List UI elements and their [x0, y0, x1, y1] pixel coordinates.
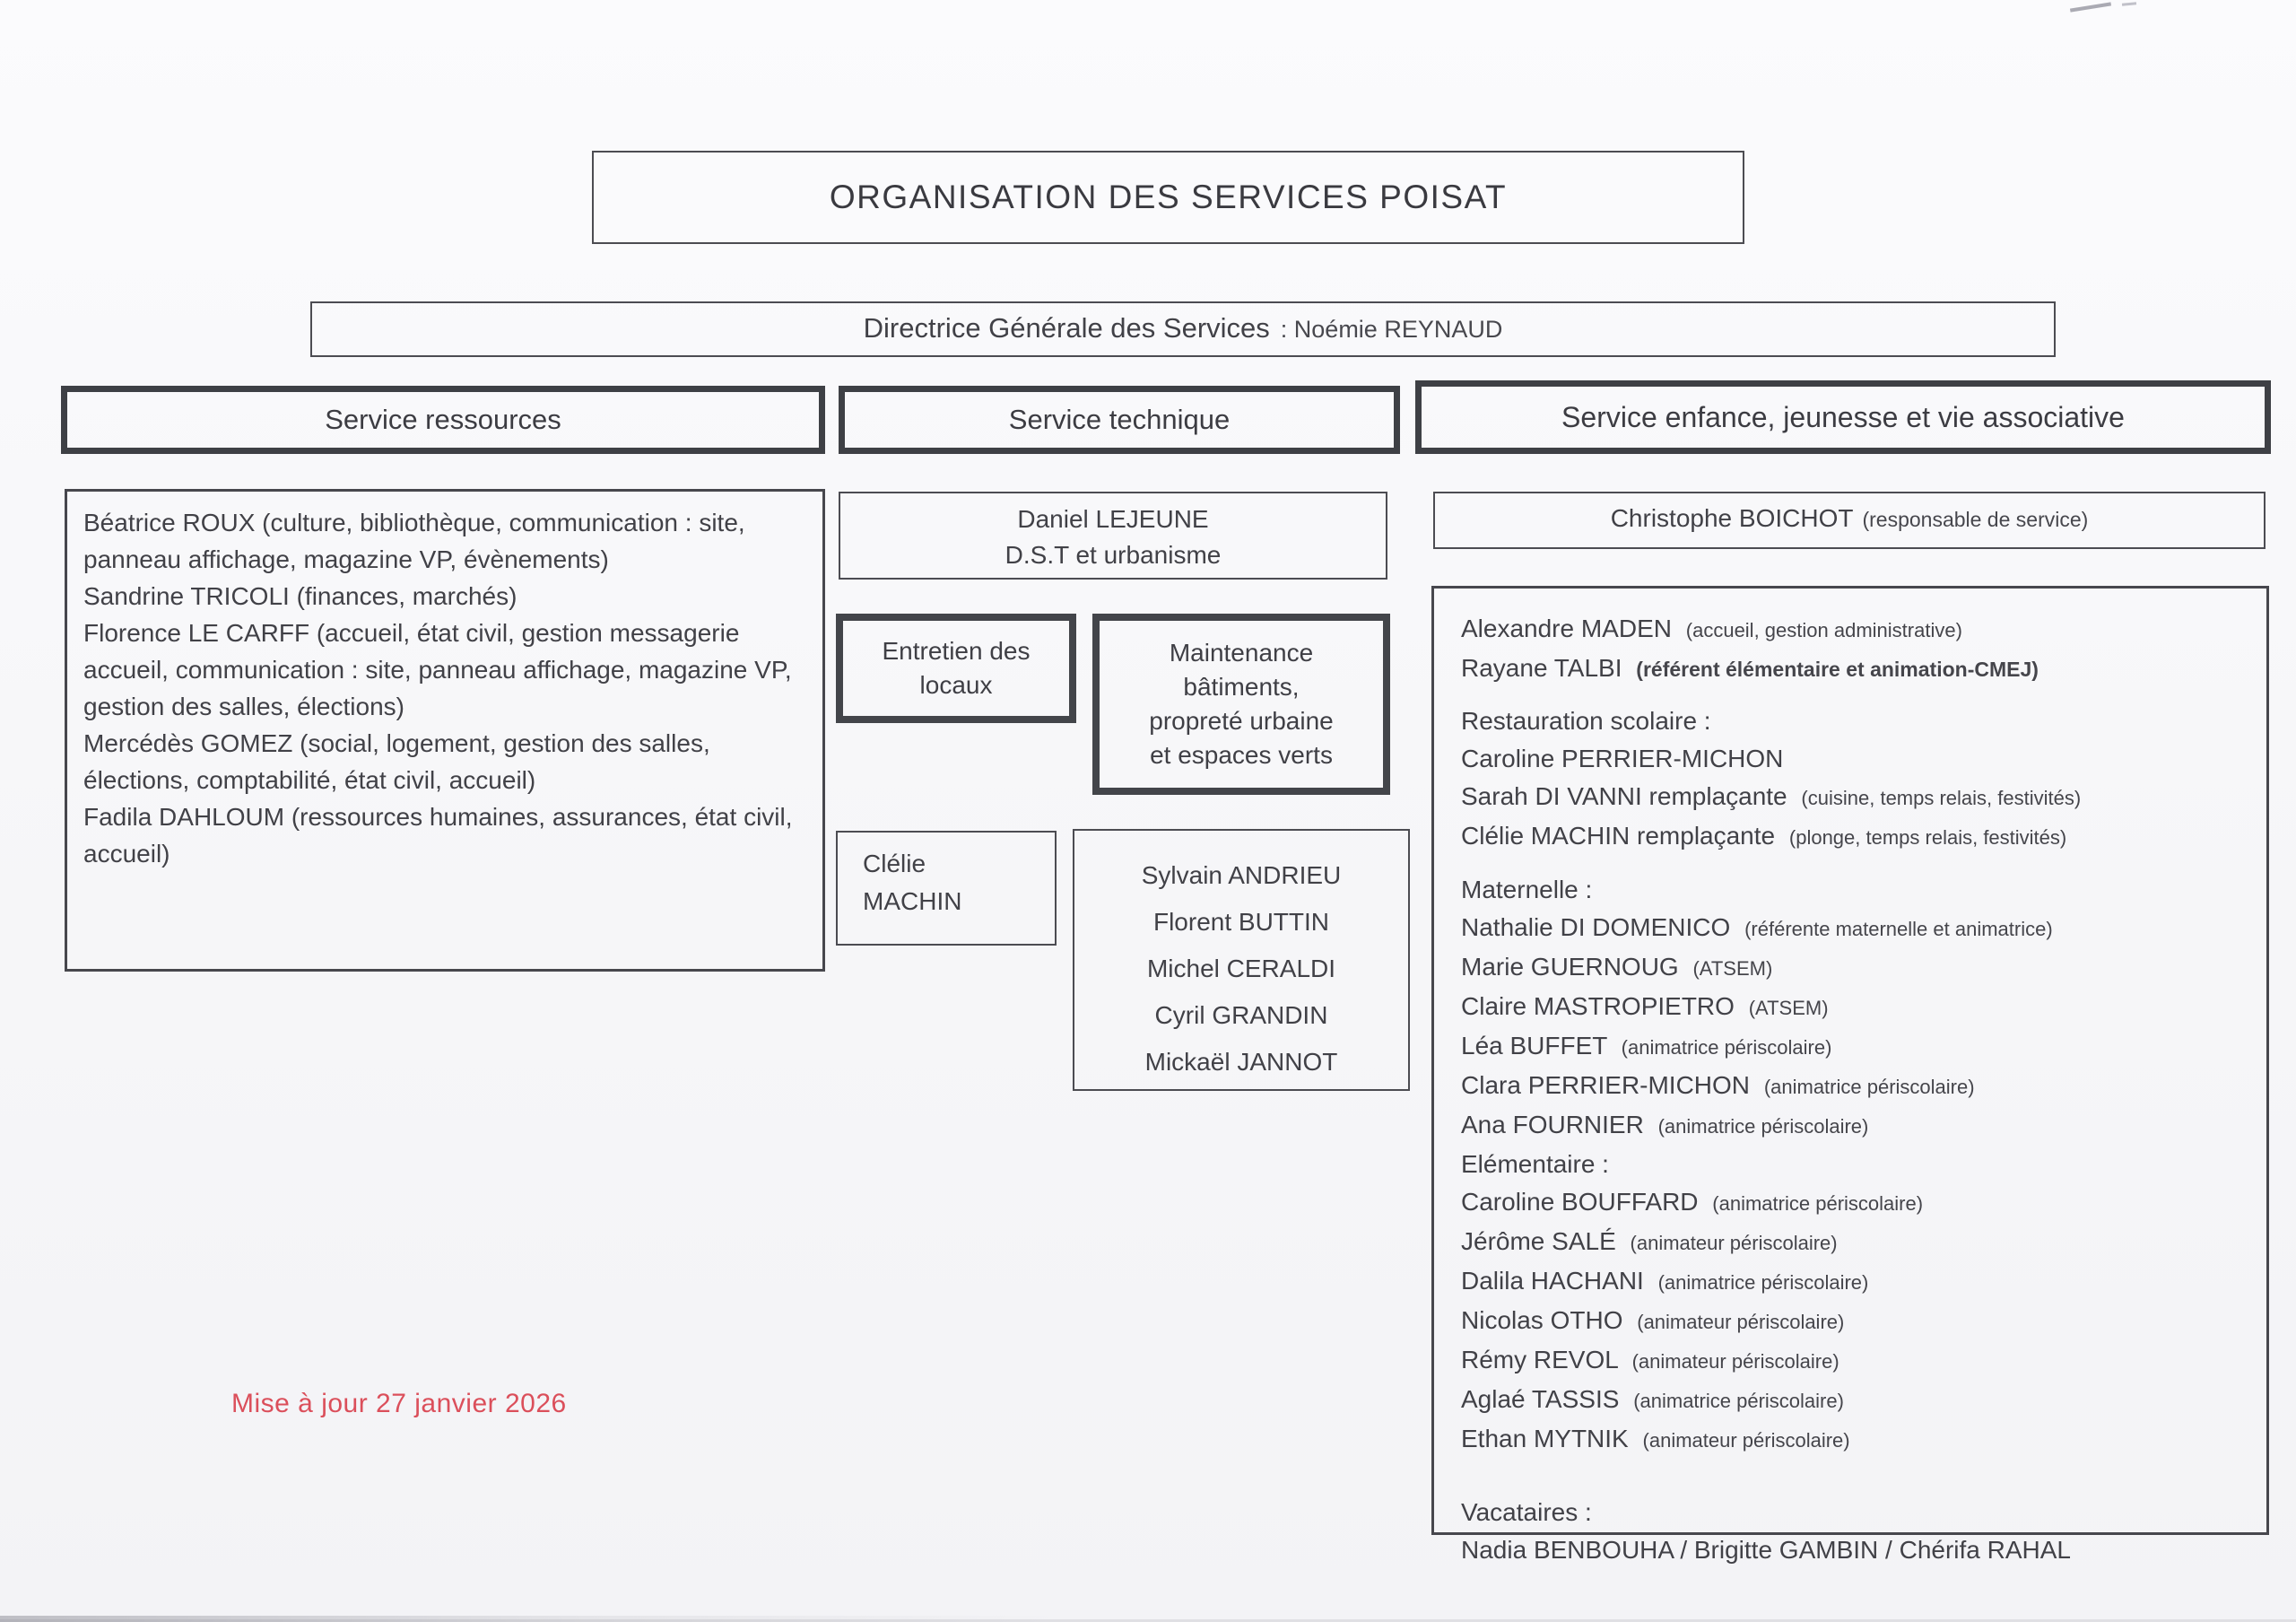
update-note: Mise à jour 27 janvier 2026	[231, 1389, 567, 1418]
enfance-entry-name: Ana FOURNIER	[1461, 1111, 1644, 1138]
enfance-entry-detail: (animateur périscolaire)	[1637, 1311, 1845, 1333]
header-service-enfance-label: Service enfance, jeunesse et vie associative	[1561, 400, 2125, 433]
enfance-entry-name: Marie GUERNOUG	[1461, 953, 1679, 981]
enfance-entry-detail: (animatrice périscolaire)	[1621, 1036, 1832, 1059]
enfance-entry-name: Restauration scolaire :	[1461, 707, 1711, 735]
technique-manager-role: D.S.T et urbanisme	[1004, 541, 1222, 569]
unit-entretien-label: Entretien des locaux	[882, 637, 1031, 699]
enfance-entry-name: Nicolas OTHO	[1461, 1306, 1623, 1334]
scan-smudge-mark	[2070, 2, 2111, 12]
staff-entry-text: Mercédès GOMEZ (social, logement, gestion des salles, élections, comptabilité, état civil, accueil)	[83, 729, 710, 794]
staff-entry	[83, 615, 808, 725]
dgs-box	[310, 301, 2056, 357]
team-member	[1074, 899, 1408, 946]
enfance-entry-detail: (référente maternelle et animatrice)	[1744, 918, 2053, 940]
unit-maintenance-box	[1092, 614, 1390, 795]
enfance-entry	[1461, 740, 2252, 778]
enfance-entry	[1461, 1302, 2252, 1341]
enfance-entry-name: Elémentaire :	[1461, 1150, 1609, 1178]
enfance-entry-name: Jérôme SALÉ	[1461, 1227, 1616, 1255]
enfance-entry-detail: (référent élémentaire et animation-CMEJ)	[1636, 658, 2039, 681]
enfance-entry-name: Claire MASTROPIETRO	[1461, 992, 1735, 1020]
enfance-entry-name: Caroline BOUFFARD	[1461, 1188, 1699, 1216]
enfance-entry-name: Clélie MACHIN remplaçante	[1461, 822, 1776, 850]
enfance-entry-detail: (animatrice périscolaire)	[1657, 1271, 1869, 1294]
enfance-entry	[1461, 1341, 2252, 1381]
enfance-entry	[1461, 1067, 2252, 1106]
staff-entry	[83, 725, 808, 798]
header-service-ressources-label: Service ressources	[325, 404, 561, 435]
enfance-entry-detail: (ATSEM)	[1748, 997, 1829, 1019]
staff-entry-text: Sandrine TRICOLI (finances, marchés)	[83, 582, 517, 610]
enfance-entry	[1461, 1183, 2252, 1223]
enfance-entry-name: Clara PERRIER-MICHON	[1461, 1071, 1751, 1099]
enfance-entry	[1461, 871, 2252, 909]
enfance-entry-detail: (ATSEM)	[1692, 957, 1773, 980]
team-member-name: Michel CERALDI	[1146, 955, 1336, 982]
enfance-entry-name: Nathalie DI DOMENICO	[1461, 913, 1731, 941]
enfance-entry-detail: (animatrice périscolaire)	[1657, 1115, 1869, 1138]
maintenance-staff-box	[1073, 829, 1410, 1091]
header-service-enfance	[1415, 380, 2271, 454]
enfance-entry	[1461, 610, 2252, 650]
dgs-label: Directrice Générale des Services	[863, 312, 1270, 344]
enfance-entry-name: Aglaé TASSIS	[1461, 1385, 1620, 1413]
team-member-name: Cyril GRANDIN	[1154, 1001, 1328, 1029]
technique-manager-box	[839, 492, 1387, 580]
staff-entry-text: Béatrice ROUX (culture, bibliothèque, communication : site, panneau affichage, magazine VP, évènements)	[83, 509, 745, 573]
enfance-entry-name: Rémy REVOL	[1461, 1346, 1618, 1373]
unit-maintenance-label: Maintenance bâtiments, propreté urbaine et espaces verts	[1149, 639, 1334, 769]
enfance-entry-detail: (animatrice périscolaire)	[1633, 1390, 1844, 1412]
enfance-entry	[1461, 988, 2252, 1027]
enfance-entry-name: Ethan MYTNIK	[1461, 1425, 1629, 1452]
enfance-manager-box	[1433, 492, 2266, 549]
team-member-name: Florent BUTTIN	[1152, 908, 1330, 936]
enfance-entry-name: Dalila HACHANI	[1461, 1267, 1644, 1295]
enfance-entry	[1461, 702, 2252, 740]
enfance-entry-name: Nadia BENBOUHA / Brigitte GAMBIN / Chérifa RAHAL	[1461, 1536, 2071, 1564]
enfance-entry-detail: (animateur périscolaire)	[1642, 1429, 1850, 1452]
enfance-entry	[1461, 1420, 2252, 1460]
staff-entry-text: Florence LE CARFF (accueil, état civil, gestion messagerie accueil, communication : site, panneau affichage, magazine VP, gestion des salles, élections)	[83, 619, 792, 720]
team-member	[1074, 946, 1408, 992]
enfance-entry	[1461, 817, 2252, 857]
header-service-technique-label: Service technique	[1008, 404, 1231, 435]
staff-entry	[83, 798, 808, 872]
staff-entry	[83, 504, 808, 578]
enfance-entry-name: Caroline PERRIER-MICHON	[1461, 745, 1784, 772]
enfance-entry-detail: (cuisine, temps relais, festivités)	[1801, 787, 2082, 809]
enfance-entry	[1461, 909, 2252, 948]
team-member	[1074, 992, 1408, 1039]
enfance-entry	[1461, 1381, 2252, 1420]
page-title: ORGANISATION DES SERVICES POISAT	[829, 179, 1508, 215]
enfance-manager-name: Christophe BOICHOT	[1610, 504, 1854, 532]
team-member	[1074, 1039, 1408, 1086]
enfance-entry-name: Sarah DI VANNI remplaçante	[1461, 782, 1787, 810]
enfance-entry-detail: (plonge, temps relais, festivités)	[1788, 826, 2067, 849]
enfance-entry-name: Léa BUFFET	[1461, 1032, 1607, 1060]
enfance-entry-name: Rayane TALBI	[1461, 654, 1622, 682]
ressources-staff-box	[65, 489, 825, 972]
enfance-manager-detail: (responsable de service)	[1862, 508, 2089, 531]
staff-entry-text: Fadila DAHLOUM (ressources humaines, assurances, état civil, accueil)	[83, 803, 793, 868]
scan-smudge-mark	[2122, 2, 2136, 5]
team-member	[1074, 852, 1408, 899]
team-member-name: Sylvain ANDRIEU	[1141, 861, 1342, 889]
enfance-entry-name: Vacataires :	[1461, 1498, 1592, 1526]
enfance-entry-detail: (animateur périscolaire)	[1630, 1232, 1838, 1254]
entretien-staff-box	[836, 831, 1057, 946]
page-title-box	[592, 151, 1744, 244]
enfance-entry-detail: (animateur périscolaire)	[1631, 1350, 1839, 1373]
team-member-name: Mickaël JANNOT	[1144, 1048, 1338, 1076]
enfance-entry	[1461, 1223, 2252, 1262]
enfance-entry	[1461, 1531, 2252, 1569]
enfance-entry-name: Alexandre MADEN	[1461, 615, 1672, 642]
enfance-entry	[1461, 1494, 2252, 1531]
dgs-name: : Noémie REYNAUD	[1280, 316, 1503, 343]
entretien-staff-name: Clélie MACHIN	[863, 850, 962, 915]
enfance-entry	[1461, 778, 2252, 817]
enfance-entry	[1461, 948, 2252, 988]
enfance-staff-box	[1431, 586, 2269, 1564]
enfance-entry-name: Maternelle :	[1461, 876, 1593, 903]
staff-entry	[83, 578, 808, 615]
enfance-entry	[1461, 1262, 2252, 1302]
header-service-technique	[839, 386, 1400, 454]
header-service-ressources	[61, 386, 825, 454]
scan-bottom-shadow	[0, 1616, 1058, 1622]
enfance-entry-detail: (accueil, gestion administrative)	[1685, 619, 1962, 641]
technique-manager-name: Daniel LEJEUNE	[1017, 505, 1209, 533]
enfance-entry-detail: (animatrice périscolaire)	[1712, 1192, 1924, 1215]
enfance-entry	[1461, 1106, 2252, 1146]
enfance-entry	[1461, 1146, 2252, 1183]
enfance-entry	[1461, 1027, 2252, 1067]
enfance-entry-detail: (animatrice périscolaire)	[1763, 1076, 1975, 1098]
unit-entretien-box	[836, 614, 1076, 723]
enfance-entry	[1461, 650, 2252, 688]
